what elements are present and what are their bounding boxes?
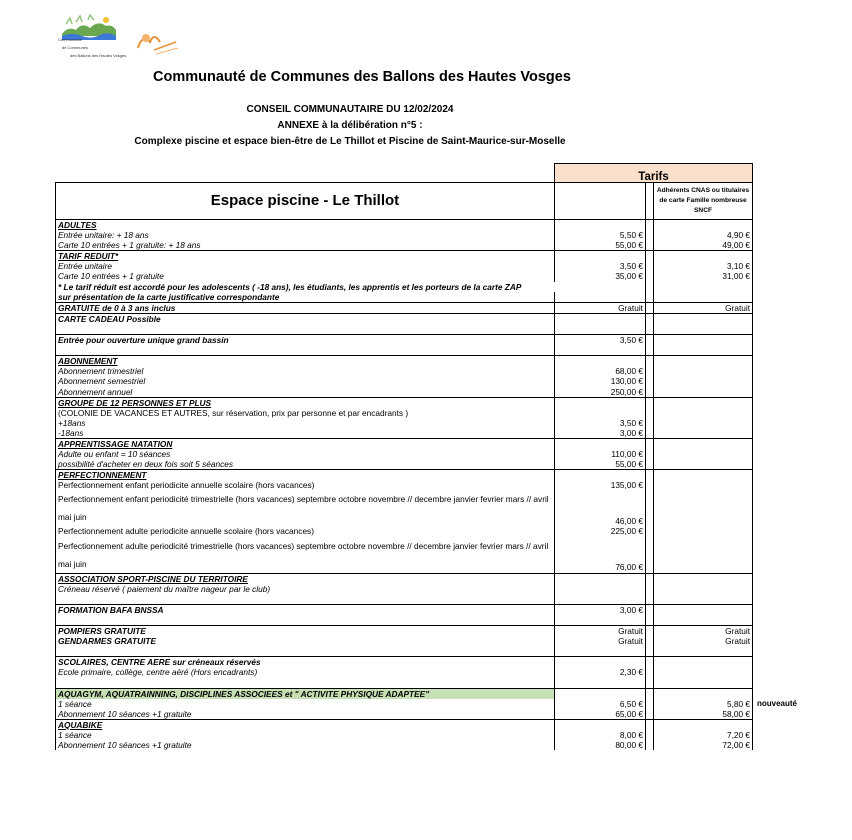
spacer-cell: [646, 573, 654, 584]
spacer-cell: [646, 604, 654, 615]
row-label: 1 séance: [56, 730, 555, 740]
spacer-cell: [646, 282, 654, 292]
price-value: 6,50 €: [555, 699, 646, 709]
spacer-cell: [646, 688, 654, 699]
price-value: 225,00 €: [555, 526, 646, 536]
price-value: 8,00 €: [555, 730, 646, 740]
spacer-cell: [646, 335, 654, 346]
spacer-cell: [646, 418, 654, 428]
spacer-cell: [646, 449, 654, 459]
row-label: Entrée unitaire: + 18 ans: [56, 230, 555, 240]
cnas-column-header: Adhérents CNAS ou titulaires de carte Famille nombreuse SNCF: [654, 183, 753, 220]
table-row: [56, 220, 753, 231]
price-value: [555, 646, 646, 657]
cnas-price-value: [654, 537, 753, 574]
price-value: 250,00 €: [555, 387, 646, 398]
cnas-price-value: 49,00 €: [654, 240, 753, 251]
table-row: [56, 573, 753, 584]
row-label: [56, 594, 555, 605]
table-row: [56, 537, 753, 574]
cnas-price-value: [654, 251, 753, 262]
spacer-cell: [646, 657, 654, 668]
price-value: 3,00 €: [555, 604, 646, 615]
row-label: GRATUITE de 0 à 3 ans inclus: [56, 302, 555, 313]
cnas-price-value: [654, 438, 753, 449]
price-value: [555, 584, 646, 594]
cnas-price-value: [654, 526, 753, 536]
row-label: * Le tarif réduit est accordé pour les adolescents ( -18 ans), les étudiants, les apprentis et les porteurs de la carte ZAP: [56, 282, 646, 292]
price-value: 68,00 €: [555, 366, 646, 376]
table-row: [56, 356, 753, 367]
cnas-price-value: [654, 376, 753, 386]
row-label: Abonnement 10 séances +1 gratuite: [56, 709, 555, 720]
community-logo-icon: [58, 12, 120, 58]
table-row: [56, 251, 753, 262]
cnas-price-value: [654, 719, 753, 730]
row-label: Abonnement annuel: [56, 387, 555, 398]
spacer-cell: [646, 230, 654, 240]
price-value: 3,00 €: [555, 428, 646, 439]
row-label: [56, 646, 555, 657]
row-label: FORMATION BAFA BNSSA: [56, 604, 555, 615]
spacer-cell: [646, 366, 654, 376]
cnas-price-value: [654, 324, 753, 335]
tarifs-header: Tarifs: [555, 164, 753, 183]
cnas-price-value: Gratuit: [654, 626, 753, 637]
row-label: ABONNEMENT: [56, 356, 555, 367]
cnas-price-value: 3,10 €: [654, 261, 753, 271]
price-value: [555, 688, 646, 699]
price-value: [555, 292, 646, 303]
spacer-cell: [646, 490, 654, 526]
row-label: (COLONIE DE VACANCES ET AUTRES, sur réservation, prix par personne et par encadrants ): [56, 408, 555, 418]
row-label: Perfectionnement enfant periodicite annuelle scolaire (hors vacances): [56, 480, 555, 490]
price-value: 55,00 €: [555, 459, 646, 470]
price-value: [555, 345, 646, 356]
row-label: Perfectionnement enfant periodicité trimestrielle (hors vacances) septembre octobre novembre // decembre janvier fevrier mars // avril mai juin: [56, 490, 555, 526]
spacer-cell: [646, 387, 654, 398]
price-value: [555, 251, 646, 262]
spacer-cell: [646, 719, 654, 730]
row-label: POMPIERS GRATUITE: [56, 626, 555, 637]
spacer-cell: [646, 709, 654, 720]
price-value: 3,50 €: [555, 418, 646, 428]
price-value: 3,50 €: [555, 261, 646, 271]
price-value: [555, 356, 646, 367]
table-row: [56, 302, 753, 313]
cnas-price-value: 72,00 €: [654, 740, 753, 750]
price-value: [555, 594, 646, 605]
cnas-price-value: 4,90 €: [654, 230, 753, 240]
row-label: TARIF REDUIT*: [56, 251, 555, 262]
table-row: [56, 397, 753, 408]
table-row: [56, 387, 753, 398]
cnas-price-value: [654, 282, 753, 292]
row-label: Ecole primaire, collège, centre aéré (Hors encadrants): [56, 667, 555, 677]
spacer-cell: [646, 397, 654, 408]
table-row: [56, 490, 753, 526]
table-row: [56, 313, 753, 324]
complex-title: Complexe piscine et espace bien-être de Le Thillot et Piscine de Saint-Maurice-sur-Moselle: [134, 136, 566, 147]
cnas-price-value: [654, 584, 753, 594]
spacer-cell: [646, 313, 654, 324]
cnas-price-value: [654, 397, 753, 408]
spacer-cell: [646, 584, 654, 594]
price-value: [555, 573, 646, 584]
row-label: Perfectionnement adulte periodicite annuelle scolaire (hors vacances): [56, 526, 555, 536]
cnas-price-value: [654, 604, 753, 615]
table-row: [56, 459, 753, 470]
cnas-price-value: [654, 313, 753, 324]
price-value: [555, 220, 646, 231]
cnas-price-value: [654, 387, 753, 398]
spacer-cell: [646, 740, 654, 750]
council-date: CONSEIL COMMUNAUTAIRE DU 12/02/2024: [246, 104, 454, 115]
price-value: 80,00 €: [555, 740, 646, 750]
spacer-cell: [646, 356, 654, 367]
cnas-price-value: [654, 688, 753, 699]
spacer-cell: [646, 376, 654, 386]
price-value: 76,00 €: [555, 537, 646, 574]
cnas-price-value: [654, 345, 753, 356]
cnas-price-value: [654, 615, 753, 626]
price-value: Gratuit: [555, 302, 646, 313]
cnas-price-value: [654, 459, 753, 470]
table-row: [56, 677, 753, 688]
table-row: [56, 667, 753, 677]
row-label: Abonnement semestriel: [56, 376, 555, 386]
cnas-price-value: [654, 573, 753, 584]
spacer-cell: [646, 537, 654, 574]
spacer-cell: [646, 480, 654, 490]
table-row: [56, 271, 753, 281]
table-row: [56, 709, 753, 720]
spacer-cell: [646, 594, 654, 605]
cnas-price-value: [654, 470, 753, 481]
row-label: [56, 345, 555, 356]
row-label: Carte 10 entrées + 1 gratuite: [56, 271, 555, 281]
price-value: [555, 657, 646, 668]
price-value: 55,00 €: [555, 240, 646, 251]
row-label: GENDARMES GRATUITE: [56, 636, 555, 646]
row-label: CARTE CADEAU Possible: [56, 313, 555, 324]
price-value: 35,00 €: [555, 271, 646, 281]
cnas-price-value: 31,00 €: [654, 271, 753, 281]
cnas-price-value: [654, 677, 753, 688]
new-badge: nouveauté: [757, 698, 798, 708]
cnas-price-value: [654, 418, 753, 428]
cnas-price-value: [654, 646, 753, 657]
table-row: [56, 646, 753, 657]
price-value: [555, 313, 646, 324]
price-value: 2,30 €: [555, 667, 646, 677]
cnas-price-value: [654, 490, 753, 526]
table-row: [56, 292, 753, 303]
table-row: [56, 730, 753, 740]
table-row: [56, 604, 753, 615]
cnas-price-value: [654, 408, 753, 418]
row-label: Entrée unitaire: [56, 261, 555, 271]
table-row: [56, 345, 753, 356]
table-row: [56, 626, 753, 637]
price-value: 130,00 €: [555, 376, 646, 386]
spacer-cell: [646, 636, 654, 646]
spacer-cell: [646, 667, 654, 677]
spacer-cell: [646, 292, 654, 303]
organization-title: Communauté de Communes des Ballons des Hautes Vosges: [153, 69, 571, 85]
cnas-price-value: [654, 480, 753, 490]
cnas-price-value: Gratuit: [654, 636, 753, 646]
spacer-cell: [646, 677, 654, 688]
table-row: [56, 615, 753, 626]
spacer-cell: [646, 646, 654, 657]
table-row: [56, 418, 753, 428]
row-label: [56, 615, 555, 626]
spacer-cell: [646, 271, 654, 281]
row-label: Perfectionnement adulte periodicité trimestrielle (hors vacances) septembre octobre novembre // decembre janvier fevrier mars // avril mai juin: [56, 537, 555, 574]
spacer-cell: [646, 470, 654, 481]
table-row: [56, 366, 753, 376]
price-value: Gratuit: [555, 636, 646, 646]
spacer-cell: [646, 526, 654, 536]
table-row: [56, 240, 753, 251]
cnas-price-value: 58,00 €: [654, 709, 753, 720]
row-label: 1 séance: [56, 699, 555, 709]
logo-text-2: de Communes: [62, 45, 89, 50]
table-row: [56, 636, 753, 646]
table-row: [56, 324, 753, 335]
price-value: [555, 719, 646, 730]
price-value: 5,50 €: [555, 230, 646, 240]
spacer-cell: [646, 240, 654, 251]
row-label: ADULTES: [56, 220, 555, 231]
row-label: SCOLAIRES, CENTRE AERE sur créneaux réservés: [56, 657, 555, 668]
cnas-price-value: [654, 449, 753, 459]
spacer-cell: [646, 438, 654, 449]
table-row: [56, 699, 753, 709]
table-row: [56, 594, 753, 605]
row-label: PERFECTIONNEMENT: [56, 470, 555, 481]
cnas-price-value: [654, 356, 753, 367]
table-title: Espace piscine - Le Thillot: [56, 183, 555, 220]
price-value: [555, 438, 646, 449]
price-value: [555, 677, 646, 688]
price-value: Gratuit: [555, 626, 646, 637]
cnas-price-value: [654, 657, 753, 668]
row-label: GROUPE DE 12 PERSONNES ET PLUS: [56, 397, 555, 408]
cnas-price-value: [654, 428, 753, 439]
cnas-price-value: [654, 594, 753, 605]
spacer-cell: [646, 730, 654, 740]
price-value: 65,00 €: [555, 709, 646, 720]
table-row: [56, 449, 753, 459]
table-row: [56, 480, 753, 490]
spacer-cell: [646, 345, 654, 356]
cnas-price-value: [654, 292, 753, 303]
spacer-cell: [646, 615, 654, 626]
row-label: ASSOCIATION SPORT-PISCINE DU TERRITOIRE: [56, 573, 555, 584]
table-row: [56, 335, 753, 346]
pricing-table: [55, 163, 753, 750]
row-label: Adulte ou enfant = 10 séances: [56, 449, 555, 459]
spacer-cell: [646, 302, 654, 313]
spacer-cell: [646, 626, 654, 637]
table-row: [56, 376, 753, 386]
table-row: [56, 526, 753, 536]
spacer-cell: [646, 261, 654, 271]
price-value: 110,00 €: [555, 449, 646, 459]
cnas-price-value: [654, 220, 753, 231]
row-label: sur présentation de la carte justificative correspondante: [56, 292, 555, 303]
price-value: [555, 324, 646, 335]
table-row: [56, 261, 753, 271]
price-value: [555, 408, 646, 418]
spacer-cell: [646, 699, 654, 709]
row-label: Abonnement trimestriel: [56, 366, 555, 376]
table-row: [56, 584, 753, 594]
spacer-cell: [646, 459, 654, 470]
logo-text-3: des Ballons des Hautes Vosges: [70, 53, 127, 58]
table-row: [56, 230, 753, 240]
price-value: 46,00 €: [555, 490, 646, 526]
row-label: APPRENTISSAGE NATATION: [56, 438, 555, 449]
table-row: [56, 688, 753, 699]
cnas-price-value: Gratuit: [654, 302, 753, 313]
row-label: AQUAGYM, AQUATRAINNING, DISCIPLINES ASSOCIEES et " ACTIVITE PHYSIQUE ADAPTEE": [56, 688, 555, 699]
spacer-cell: [646, 251, 654, 262]
price-value: 3,50 €: [555, 335, 646, 346]
cnas-price-value: 7,20 €: [654, 730, 753, 740]
price-value: [555, 470, 646, 481]
price-value: [555, 615, 646, 626]
row-label: AQUABIKE: [56, 719, 555, 730]
table-row: [56, 740, 753, 750]
table-row: [56, 428, 753, 439]
row-label: Entrée pour ouverture unique grand bassin: [56, 335, 555, 346]
spacer-cell: [646, 408, 654, 418]
price-value: [555, 397, 646, 408]
logo-text-1: Communauté: [58, 37, 83, 42]
cnas-price-value: [654, 366, 753, 376]
cnas-price-value: [654, 335, 753, 346]
row-label: -18ans: [56, 428, 555, 439]
row-label: Abonnement 10 séances +1 gratuite: [56, 740, 555, 750]
table-row: [56, 408, 753, 418]
annex-title: ANNEXE à la délibération n°5 :: [277, 120, 423, 131]
spacer-cell: [646, 428, 654, 439]
table-row: [56, 470, 753, 481]
table-row: [56, 719, 753, 730]
row-label: Créneau réservé ( paiement du maître nageur par le club): [56, 584, 555, 594]
spacer-cell: [646, 220, 654, 231]
table-row: [56, 282, 753, 292]
row-label: Carte 10 entrées + 1 gratuite: + 18 ans: [56, 240, 555, 251]
table-row: [56, 438, 753, 449]
row-label: possibilité d'acheter en deux fois soit 5 séances: [56, 459, 555, 470]
row-label: [56, 324, 555, 335]
partner-logo-icon: [134, 28, 180, 58]
cnas-price-value: [654, 667, 753, 677]
price-value: 135,00 €: [555, 480, 646, 490]
cnas-price-value: 5,80 €: [654, 699, 753, 709]
row-label: +18ans: [56, 418, 555, 428]
spacer-cell: [646, 324, 654, 335]
table-row: [56, 657, 753, 668]
row-label: [56, 677, 555, 688]
